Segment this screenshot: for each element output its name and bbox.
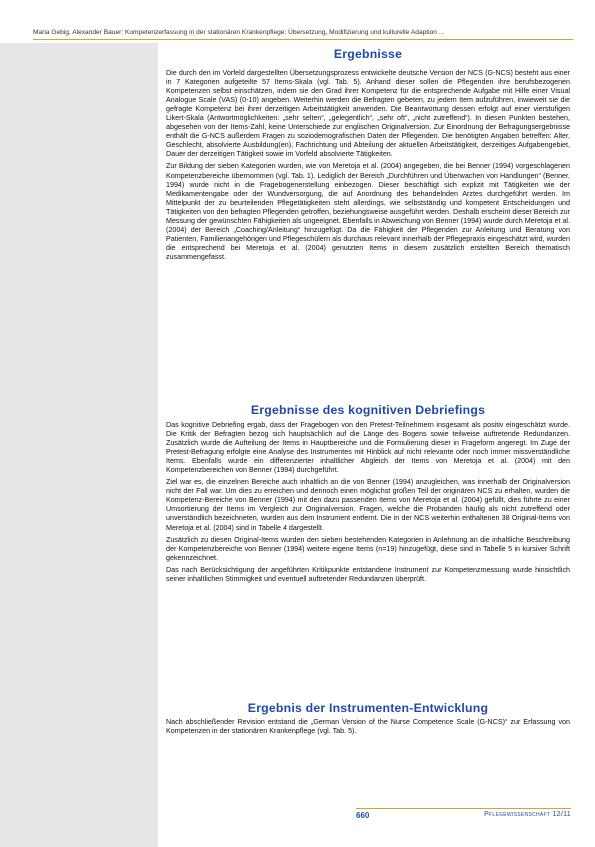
section-heading-instrument-development: Ergebnis der Instrumenten-Entwicklung: [247, 701, 489, 715]
section-results: [166, 69, 570, 265]
paragraph: Zur Bildung der sieben Kategorien wurden, wie von Meretoja et al. (2004) angegeben, die bei Benner (1994) vorgeschlagenen Kompetenzbereiche übernommen (vgl. Tab. 1). Lediglich der Bereich „Durchführen und Überwachen von Handlungen“ (Benner, 1994) wurde nicht in die Fragebogenerstellung einbezogen. Dieser beschäftigt sich explizit mit Tätigkeiten wie der Medikamentengabe oder der Wundversorgung, die auf Anordnung des behandelnden Arztes durchgeführt werden. Im Mittelpunkt der zu beurteilenden Pflegetätigkeiten steht allerdings, wie selbstständig und kompetent Entscheidungen und Tätigkeiten von den befragten Pflegenden getroffen, beziehungsweise ausgeführt werden. Deshalb erscheint dieser Bereich zur Messung der gewünschten Fähigkeiten als ungeeignet. Ebenfalls in Abweichung von Benner (1994) wurde durch Meretoja et al. (2004) der Bereich „Coaching/Anleitung“ hinzugefügt. Da die Fähigkeit der Pflegenden zur Anleitung und Beratung von Patienten, Familienangehörigen und Pflegeschülern als durchaus relevant innerhalb der Pflegepraxis eingeschätzt wird, wurden die entsprechend bei Meretoja et al. (2004) genutzten Items in diesem zusätzlich erstellten Bereich thematisch zusammengefasst.: [166, 162, 570, 261]
section-heading-results: Ergebnisse: [333, 47, 403, 61]
paragraph: Nach abschließender Revision entstand die „German Version of the Nurse Competence Scale (G-NCS)“ zur Erfassung von Kompetenzen in der stationären Krankenpflege (vgl. Tab. 5).: [166, 718, 570, 736]
article-body: [166, 47, 570, 736]
section-heading-cognitive-debriefing: Ergebnisse des kognitiven Debriefings: [250, 403, 486, 417]
page-footer: [356, 808, 571, 821]
paragraph: Die durch den im Vorfeld dargestellten Übersetzungsprozess entwickelte deutsche Version der NCS (G-NCS) besteht aus einer in 7 Kategorien aufgeteilte 57 Items-Skala (vgl. Tab. 5). Anhand dieser sollen die Pflegenden ihre berufsbezogenen Kompetenzen selbst einschätzen, indem sie den Grad ihrer Kompetenz für die entsprechende Aufgabe mit Hilfe einer Visual Analogue Scale (VAS) (0-10) angeben. Weiterhin werden die Befragten gebeten, zu jedem Item aufzuführen, inwieweit sie die gefragte Kompetenz bei ihrer derzeitigen Arbeitstätigkeit anwenden. Die Beantwortung dessen erfolgt auf einer vierstufigen Likert-Skala (Antwortmöglichkeiten: „sehr selten“, „gelegentlich“, „sehr oft“, „nicht zutreffend“). In diesen Punkten bestehen, abgesehen von der Items-Zahl, keine Unterschiede zur englischen Originalversion. Zur Einordnung der Befragungsergebnisse enthält die G-NCS außerdem Fragen zu soziodemografischen Daten der Pflegenden. Die benötigten Angaben betreffen: Alter, Geschlecht, absolvierte Ausbildung(en), Fachrichtung und Abteilung der aktuellen Arbeitstätigkeit, derzeitiges Aufgabengebiet, Dauer der derzeitigen Tätigkeit sowie im Vorfeld absolvierte Tätigkeiten.: [166, 69, 570, 159]
paragraph: Das kognitive Debriefing ergab, dass der Fragebogen von den Pretest-Teilnehmern insgesamt als positiv eingeschätzt wurde. Die Kritik der Befragten bezog sich hauptsächlich auf die Länge des Bogens sowie teilweise auftretende Redundanzen. Zusätzlich wurde die Aufteilung der Items in Hauptbereiche und die Formulierung dieser in Frageform angeregt. Im Zuge der Pretest-Befragung erfolgte eine Analyse des Instrumentes mit Hinblick auf nicht relevante oder noch immer missverständliche Items. Ebenfalls wurde ein differenzierter inhaltlicher Abgleich der Items von Meretoja et al. (2004) mit den Kompetenzbereichen von Benner (1994) durchgeführt.: [166, 421, 570, 475]
paragraph: Ziel war es, die einzelnen Bereiche auch inhaltlich an die von Benner (1994) anzugleichen, was innerhalb der Originalversion nicht der Fall war. Um dies zu erreichen und dennoch einen möglichst großen Teil der originären NCS zu erhalten, wurden die Kompetenz-Bereiche von Benner (1994) mit den dazu passenden Items von Meretoja et al. (2004) gefüllt, dies führte zu einer Umsortierung der Items im Vergleich zur Originalversion. Fragen, welche die Probanden häufig als nicht zutreffend oder unverständlich bezeichneten, wurden aus dem Instrument entfernt. Die in der NCS weiterhin enthaltenen 38 Original-Items von Meretoja et al. (2004) sind in Tabelle 4 dargestellt.: [166, 478, 570, 532]
paragraph: Zusätzlich zu diesen Original-Items wurden den sieben bestehenden Kategorien in Anlehnung an die inhaltliche Beschreibung der Kompetenzbereiche von Benner (1994) weitere eigene Items (n=19) hinzugefügt, diese sind in Tabelle 5 in kursiver Schrift gekennzeichnet.: [166, 535, 570, 562]
section-cognitive-debriefing: [166, 421, 570, 587]
journal-name: Pflegewissenschaft 12/11: [484, 811, 571, 818]
section-instrument-development: [166, 718, 570, 739]
running-title: Maria Gebig, Alexander Bauer: Kompetenzerfassung in der stationären Krankenpflege: Übersetzung, Modifizierung und kulturelle Adaption ...: [33, 28, 573, 40]
page-number: 660: [356, 811, 370, 820]
sidebar-panel: [0, 43, 158, 847]
paragraph: Das nach Berücksichtigung der angeführten Kritikpunkte entstandene Instrument zur Kompetenzmessung wurde hinsichtlich seiner inhaltlichen Stimmigkeit und eventuell auftretender Redundanzen überprüft.: [166, 565, 570, 583]
